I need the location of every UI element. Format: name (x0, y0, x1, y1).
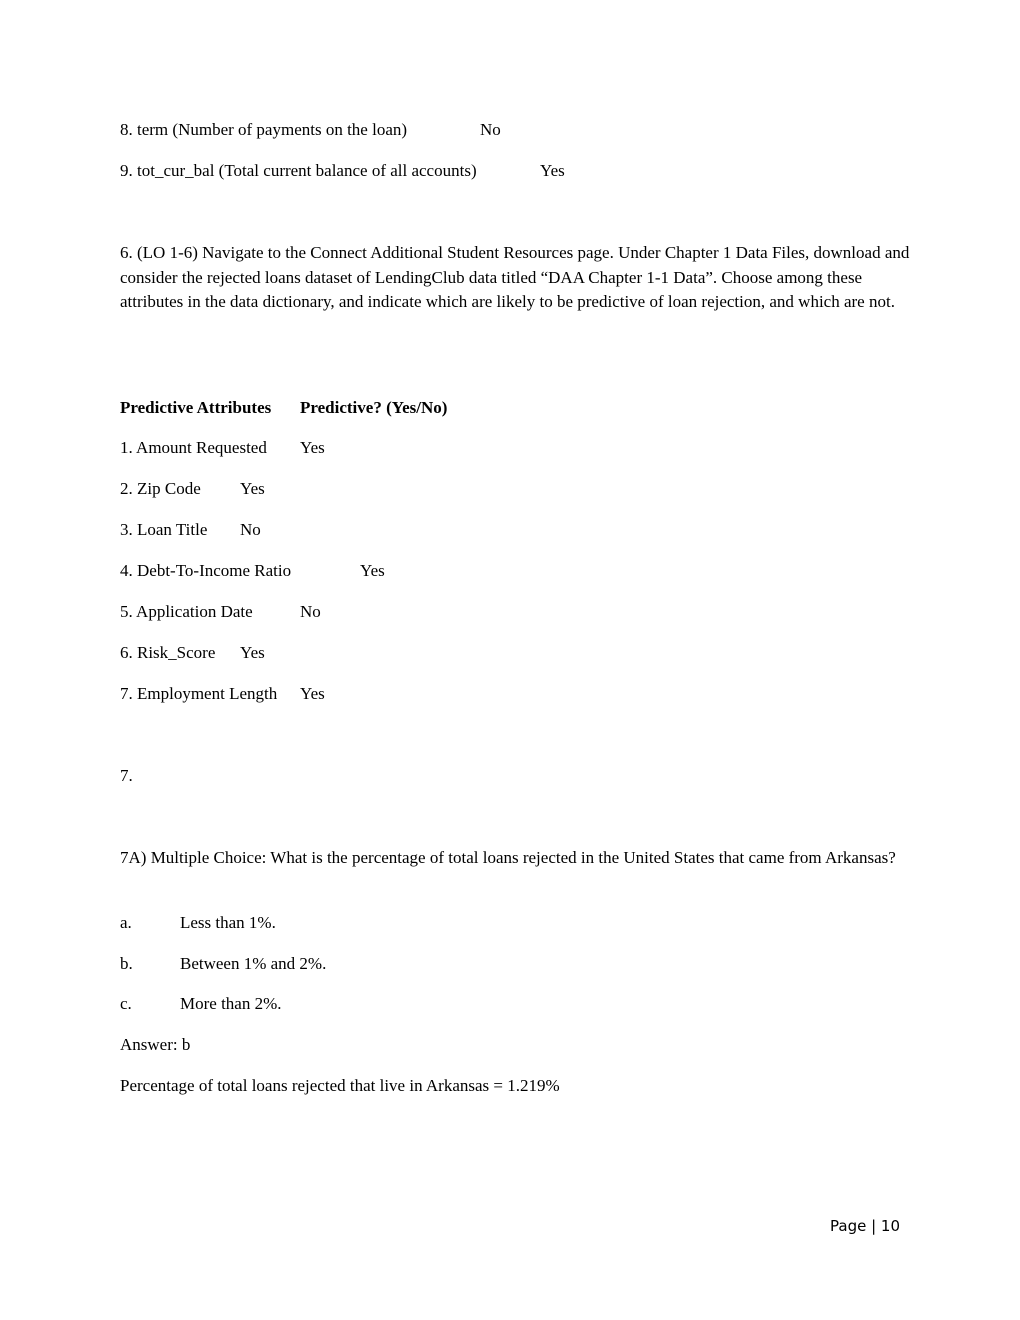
attribute-value: Yes (300, 684, 325, 703)
attribute-row (120, 477, 265, 501)
attribute-label: 1. Amount Requested (120, 438, 267, 457)
attribute-label: 2. Zip Code (120, 479, 201, 498)
option-c (120, 992, 520, 1016)
attribute-label: 6. Risk_Score (120, 643, 216, 662)
attribute-value: Yes (360, 561, 385, 580)
option-a (120, 911, 520, 935)
option-letter: b. (120, 954, 133, 973)
option-text: Less than 1%. (180, 913, 276, 932)
answer-line: Answer: b (120, 1035, 191, 1054)
question-7a-prompt: 7A) Multiple Choice: What is the percentage of total loans rejected in the United States that came from Arkansas? (120, 848, 896, 867)
header-predictive: Predictive? (Yes/No) (300, 398, 448, 417)
answer-explanation: Percentage of total loans rejected that live in Arkansas = 1.219% (120, 1076, 560, 1095)
attribute-value: No (300, 602, 321, 621)
attribute-label: 7. Employment Length (120, 684, 278, 703)
attribute-label: 5. Application Date (120, 602, 253, 621)
header-attributes: Predictive Attributes (120, 398, 272, 417)
item-tot-cur-bal (120, 159, 565, 183)
attribute-row (120, 682, 325, 706)
option-b (120, 952, 520, 976)
option-text: More than 2%. (180, 994, 282, 1013)
question-7-number: 7. (120, 766, 133, 785)
item-value: Yes (540, 161, 565, 180)
attribute-row (120, 436, 325, 460)
attribute-value: Yes (240, 479, 265, 498)
attribute-row (120, 518, 261, 542)
item-label: 9. tot_cur_bal (Total current balance of all accounts) (120, 161, 477, 180)
item-value: No (480, 120, 501, 139)
item-term (120, 118, 501, 142)
page-number: Page | 10 (830, 1217, 900, 1235)
attribute-value: Yes (300, 438, 325, 457)
attribute-value: Yes (240, 643, 265, 662)
attribute-row (120, 600, 321, 624)
item-label: 8. term (Number of payments on the loan) (120, 120, 408, 139)
attribute-row (120, 641, 265, 665)
attribute-value: No (240, 520, 261, 539)
attribute-row (120, 559, 385, 583)
option-letter: a. (120, 913, 132, 932)
attribute-label: 3. Loan Title (120, 520, 208, 539)
option-letter: c. (120, 994, 132, 1013)
option-text: Between 1% and 2%. (180, 954, 327, 973)
question-6-text: 6. (LO 1-6) Navigate to the Connect Additional Student Resources page. Under Chapter 1 Data Files, download and consider the rejected loans dataset of LendingClub data titled “DAA Chapter 1-1 Data”. Choose among these attributes in the data dictionary, and indicate which are likely to be predictive of loan rejection, and which are not. (120, 243, 910, 311)
attribute-label: 4. Debt-To-Income Ratio (120, 561, 292, 580)
predictive-table-header (120, 396, 448, 420)
